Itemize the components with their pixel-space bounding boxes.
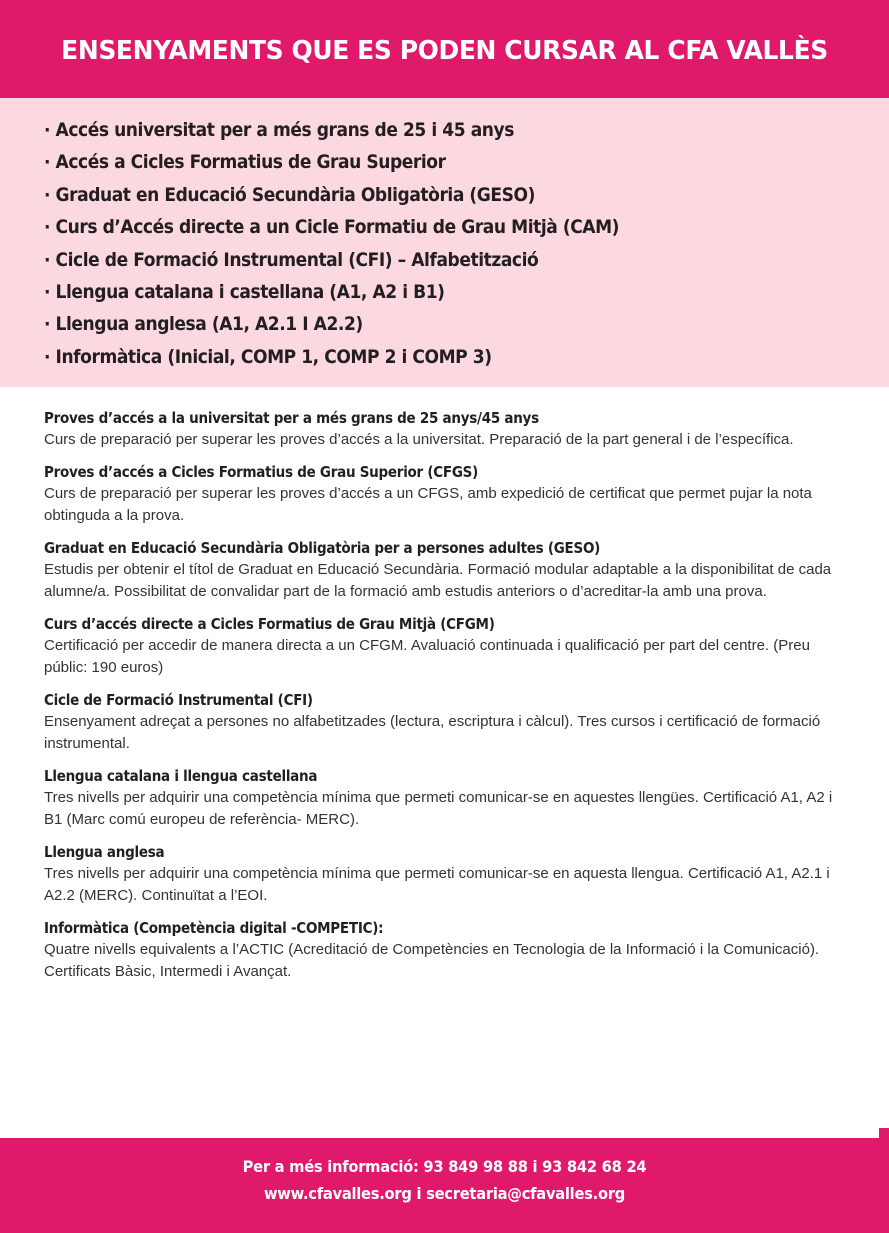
summary-item: · Accés a Cicles Formatius de Grau Superior (44, 151, 446, 174)
course-description: Curs de preparació per superar les proves d’accés a un CFGS, amb expedició de certificat que permet pujar la nota obtinguda a la prova. (44, 484, 812, 524)
course-description: Tres nivells per adquirir una competència mínima que permeti comunicar-se en aquesta llengua. Certificació A1, A2.1 i A2.2 (MERC). Continuïtat a l’EOI. (44, 864, 830, 904)
course-description: Estudis per obtenir el títol de Graduat en Educació Secundària. Formació modular adaptable a la disponibilitat de cada alumne/a. Possibilitat de convalidar part de la formació amb estudis anteriors o d’acreditar-la amb una prova. (44, 560, 832, 600)
footer-banner (0, 1138, 889, 1233)
summary-item: · Informàtica (Inicial, COMP 1, COMP 2 i COMP 3) (44, 345, 492, 368)
summary-item: · Graduat en Educació Secundària Obligatòria (GESO) (44, 183, 535, 206)
course-descriptions (44, 407, 844, 993)
course-section (44, 407, 844, 452)
course-description: Certificació per accedir de manera directa a un CFGM. Avaluació continuada i qualificació per part del centre. (Preu públic: 190 euros) (44, 636, 810, 676)
course-description: Curs de preparació per superar les proves d’accés a la universitat. Preparació de la part general i de l’específica. (44, 431, 794, 448)
summary-item: · Cicle de Formació Instrumental (CFI) – Alfabetització (44, 248, 539, 271)
course-section (44, 689, 844, 756)
course-title: Llengua catalana i llengua castellana (44, 766, 318, 785)
header-banner (0, 0, 889, 98)
course-title: Informàtica (Competència digital -COMPETIC): (44, 918, 384, 937)
summary-item: · Accés universitat per a més grans de 25 i 45 anys (44, 119, 514, 141)
course-section (44, 841, 844, 908)
contact-web-email[interactable]: www.cfavalles.org i secretaria@cfavalles.org (263, 1184, 626, 1203)
summary-item: · Llengua anglesa (A1, A2.1 I A2.2) (44, 313, 363, 336)
course-section (44, 461, 844, 528)
page-title: ENSENYAMENTS QUE ES PODEN CURSAR AL CFA VALLÈS (61, 36, 828, 66)
course-description: Ensenyament adreçat a persones no alfabetitzades (lectura, escriptura i càlcul). Tres cursos i certificació de formació instrumental. (44, 712, 821, 752)
course-title: Proves d’accés a la universitat per a més grans de 25 anys/45 anys (44, 409, 539, 427)
course-title: Proves d’accés a Cicles Formatius de Grau Superior (CFGS) (44, 462, 479, 481)
course-section (44, 917, 844, 984)
summary-box (0, 98, 889, 387)
course-section (44, 765, 844, 832)
course-section (44, 537, 844, 604)
course-title: Graduat en Educació Secundària Obligatòria per a persones adultes (GESO) (44, 538, 601, 557)
course-description: Tres nivells per adquirir una competència mínima que permeti comunicar-se en aquestes llengües. Certificació A1, A2 i B1 (Marc comú europeu de referència- MERC). (44, 788, 833, 828)
contact-phone: Per a més informació: 93 849 98 88 i 93 842 68 24 (242, 1157, 647, 1176)
footer-corner-accent (879, 1128, 889, 1138)
summary-item: · Llengua catalana i castellana (A1, A2 i B1) (44, 280, 445, 303)
course-description: Quatre nivells equivalents a l’ACTIC (Acreditació de Competències en Tecnologia de la Informació i la Comunicació). Certificats Bàsic, Intermedi i Avançat. (44, 940, 820, 980)
summary-item: · Curs d’Accés directe a un Cicle Formatiu de Grau Mitjà (CAM) (44, 216, 620, 239)
summary-list (44, 114, 683, 373)
course-title: Curs d’accés directe a Cicles Formatius de Grau Mitjà (CFGM) (44, 614, 495, 633)
course-section (44, 613, 844, 680)
course-title: Llengua anglesa (44, 842, 165, 861)
course-title: Cicle de Formació Instrumental (CFI) (44, 690, 313, 709)
